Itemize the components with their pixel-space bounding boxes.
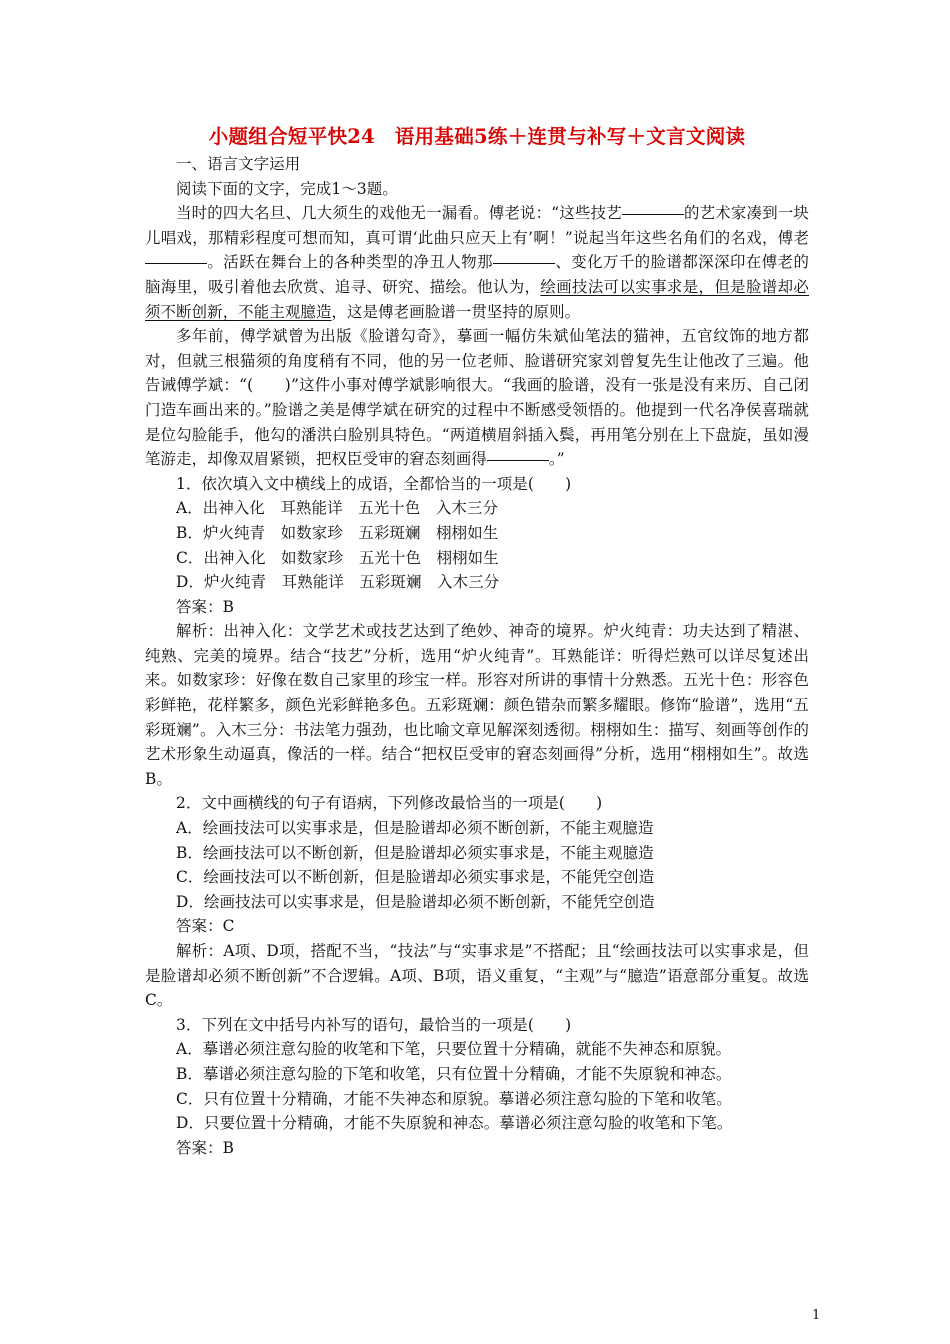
- passage-text: 的艺术家凑到一块儿唱戏，那精彩程度可想而知，真可谓‘此曲只应天上有’啊！”说起当年这些名角们的名戏，傅老: [145, 204, 810, 247]
- passage-paragraph-2: [145, 324, 809, 472]
- question-3-answer: 答案：B: [176, 1138, 235, 1157]
- fill-blank-3: [493, 263, 555, 264]
- section-heading: 一、语言文字运用: [176, 155, 301, 173]
- question-2-option-a: A．绘画技法可以实事求是，但是脸谱却必须不断创新，不能主观臆造: [176, 819, 654, 838]
- passage-text: 、变化万千的脸谱都深深印在傅老的脑海里，吸引着他去欣赏、追寻、研究、描绘。他认为，: [145, 253, 810, 296]
- question-1-option-a: A．出神入化 耳熟能详 五光十色 入木三分: [176, 499, 499, 518]
- question-2-answer: 答案：C: [176, 917, 235, 936]
- passage-text: ，这是傅老画脸谱一贯坚持的原则。: [331, 302, 581, 321]
- question-2-option-c: C．绘画技法可以不断创新，但是脸谱却必须实事求是，不能凭空创造: [176, 868, 655, 887]
- question-3-stem: 3．下列在文中括号内补写的语句，最恰当的一项是( ): [176, 1015, 572, 1034]
- passage-text: 当时的四大名旦、几大须生的戏他无一漏看。傅老说：“这些技艺: [176, 204, 622, 223]
- question-1-analysis: 解析：出神入化：文学艺术或技艺达到了绝妙、神奇的境界。炉火纯青：功夫达到了精湛、纯熟、完美的境界。结合“技艺”分析，选用“炉火纯青”。耳熟能详：听得烂熟可以详尽复述出来。如数家珍：好像在数自己家里的珍宝一样。形容对所讲的事情十分熟悉。五光十色：形容色彩鲜艳，花样繁多，颜色光彩鲜艳多色。五彩斑斓：颜色错杂而繁多耀眼。修饰“脸谱”，选用“五彩斑斓”。入木三分：书法笔力强劲，也比喻文章见解深刻透彻。栩栩如生：描写、刻画等创作的艺术形象生动逼真，像活的一样。结合“把权臣受审的窘态刻画得”分析，选用“栩栩如生”。故选B。: [145, 622, 809, 788]
- fill-blank-4: [487, 460, 549, 461]
- passage-paragraph-1: [145, 201, 809, 324]
- passage-text: 多年前，傅学斌曾为出版《脸谱勾奇》，摹画一幅仿朱斌仙笔法的猫神，五官纹饰的地方都对，但就三根猫须的角度稍有不同，他的另一位老师、脸谱研究家刘曾复先生让他改了三遍。他告诫傅学斌：“( )”这件小事对傅学斌影响很大。“我画的脸谱，没有一张是没有来历、自己闭门造车画出来的。”脸谱之美是傅学斌在研究的过程中不断感受领悟的。他提到一代名净侯喜瑞就是位勾脸能手，他勾的潘洪白脸别具特色。“两道横眉斜插入鬓，再用笔分别在上下盘旋，虽如漫笔游走，却像双眉紧锁，把权臣受审的窘态刻画得: [145, 327, 809, 469]
- page-number: 1: [812, 1308, 821, 1323]
- page-title: 小题组合短平快24 语用基础5练＋连贯与补写＋文言文阅读: [208, 125, 746, 148]
- question-2-option-d: D．绘画技法可以实事求是，但是脸谱却必须不断创新，不能凭空创造: [176, 892, 655, 911]
- question-1-option-d: D．炉火纯青 耳熟能详 五彩斑斓 入木三分: [176, 573, 500, 592]
- question-2-option-b: B．绘画技法可以不断创新，但是脸谱却必须实事求是，不能主观臆造: [176, 843, 654, 862]
- question-2-analysis: 解析：A项、D项，搭配不当，“技法”与“实事求是”不搭配；且“绘画技法可以实事求是，但是脸谱却必须不断创新”不合逻辑。A项、B项，语义重复，“主观”与“臆造”语意部分重复。故选C。: [145, 942, 809, 1010]
- question-1-answer: 答案：B: [176, 597, 235, 616]
- question-3-option-d: D．只要位置十分精确，才能不失原貌和神态。摹谱必须注意勾脸的收笔和下笔。: [176, 1114, 733, 1133]
- passage-text: 。活跃在舞台上的各种类型的净丑人物那: [207, 253, 494, 272]
- question-1-option-b: B．炉火纯青 如数家珍 五彩斑斓 栩栩如生: [176, 523, 499, 542]
- question-3-option-a: A．摹谱必须注意勾脸的收笔和下笔，只要位置十分精确，就能不失神态和原貌。: [176, 1040, 732, 1059]
- page-content: [145, 122, 809, 1160]
- question-2-stem: 2．文中画横线的句子有语病，下列修改最恰当的一项是( ): [176, 794, 603, 813]
- question-3-option-c: C．只有位置十分精确，才能不失神态和原貌。摹谱必须注意勾脸的下笔和收笔。: [176, 1089, 732, 1108]
- question-1-option-c: C．出神入化 如数家珍 五光十色 栩栩如生: [176, 548, 499, 567]
- fill-blank-2: [145, 263, 207, 264]
- reading-instruction: 阅读下面的文字，完成1～3题。: [176, 179, 398, 198]
- underlined-sentence: 绘画技法可以实事求是，但是脸谱却必须不断创新，不能主观臆造: [145, 277, 809, 321]
- passage-text: 。”: [548, 450, 565, 469]
- fill-blank-1: [622, 214, 684, 215]
- question-3-option-b: B．摹谱必须注意勾脸的下笔和收笔，只有位置十分精确，才能不失原貌和神态。: [176, 1064, 732, 1083]
- question-1-stem: 1．依次填入文中横线上的成语，全都恰当的一项是( ): [176, 474, 572, 493]
